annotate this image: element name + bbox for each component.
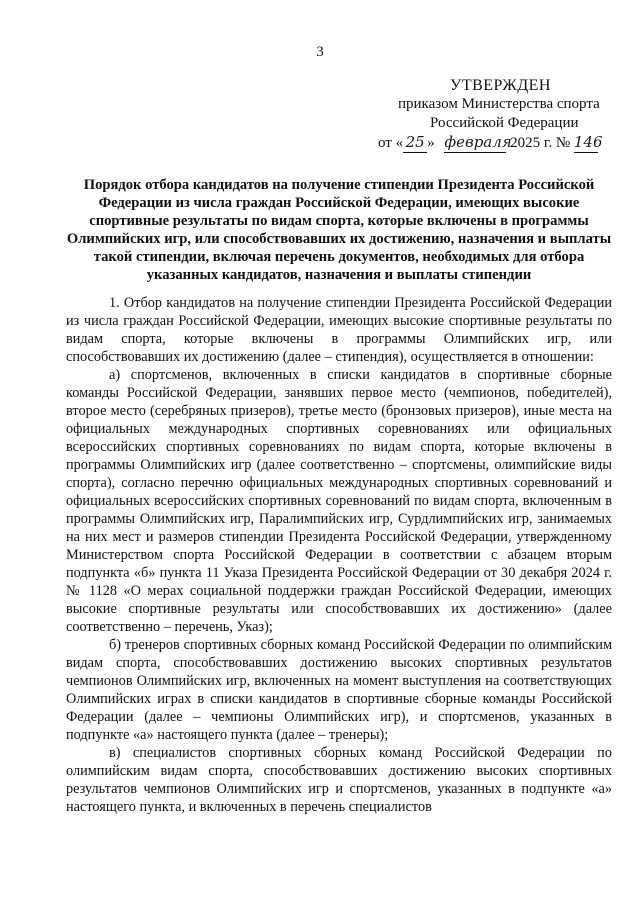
paragraph-a: а) спортсменов, включенных в списки кандидатов в спортивные сборные команды Российской Федерации, занявших первое место (чемпионов, победителей), второе место (серебряных призеров), третье место (бронзовых призеров), иные места на официальных международных спортивных соревнованиях или официальных всероссийских спортивных соревнованиях по видам спорта, которые включены в программы Олимпийских игр (далее соответственно – спортсмены, олимпийские виды спорта), согласно перечню официальных международных спортивных соревнований и официальных всероссийских спортивных соревнований по видам спорта, включенным в программы Олимпийских игр, Паралимпийских игр, Сурдлимпийских игр, занимаемых на них мест и размеров стипендии Президента Российской Федерации, утвержденному Министерством спорта Российской Федерации в соответствии с абзацем вторым подпункта «б» пункта 11 Указа Президента Российской Федерации от 30 декабря 2024 г. № 1128 «О мерах социальной поддержки граждан Российской Федерации, имеющих высокие спортивные результаты или способствовавших их достижению» (далее соответственно – перечень, Указ); [66, 367, 612, 635]
paragraph-b: б) тренеров спортивных сборных команд Российской Федерации по олимпийским видам спорта, способствовавших достижению высоких спортивных результатов чемпионов Олимпийских игр, включенных на момент выступления на соответствующих Олимпийских играх в списки кандидатов в спортивные сборные команды Российской Федерации (далее – чемпионы Олимпийских игр), и спортсменов, указанных в подпункте «а» настоящего пункта (далее – тренеры); [66, 637, 612, 743]
handwritten-day: 25 [403, 133, 427, 153]
approval-ministry-line: Российской Федерации [430, 115, 579, 131]
approval-date-line [360, 133, 610, 153]
paragraph-v: в) специалистов спортивных сборных команд Российской Федерации по олимпийским видам спорта, способствовавших достижению высоких спортивных результатов чемпионов Олимпийских игр и спортсменов, указанных в подпункте «а» настоящего пункта, и включенных в перечень специалистов [66, 745, 612, 815]
page-number: 3 [316, 44, 324, 60]
handwritten-month: февраля [444, 133, 512, 151]
approval-order-line: приказом Министерства спорта [398, 96, 600, 112]
approval-block [360, 76, 610, 153]
document-title: Порядок отбора кандидатов на получение стипендии Президента Российской Федерации из числа граждан Российской Федерации, имеющих высокие спортивные результаты по видам спорта, которые включены в программы Олимпийских игр, или способствовавших их достижению, назначения и выплаты такой стипендии, включая перечень документов, необходимых для отбора указанных кандидатов, назначения и выплаты стипендии [66, 177, 612, 283]
date-suffix: 2025 г. № [510, 135, 571, 151]
approval-title: УТВЕРЖДЕН [450, 77, 551, 94]
handwritten-order-number: 146 [573, 133, 603, 151]
document-body [66, 294, 612, 816]
date-mid: » [427, 135, 435, 151]
date-prefix: от « [378, 135, 404, 151]
paragraph-1: 1. Отбор кандидатов на получение стипендии Президента Российской Федерации из числа граждан Российской Федерации, имеющих высокие спортивные результаты по видам спорта, которые включены в программы Олимпийских игр, или способствовавших их достижению (далее – стипендия), осуществляется в отношении: [66, 295, 612, 365]
